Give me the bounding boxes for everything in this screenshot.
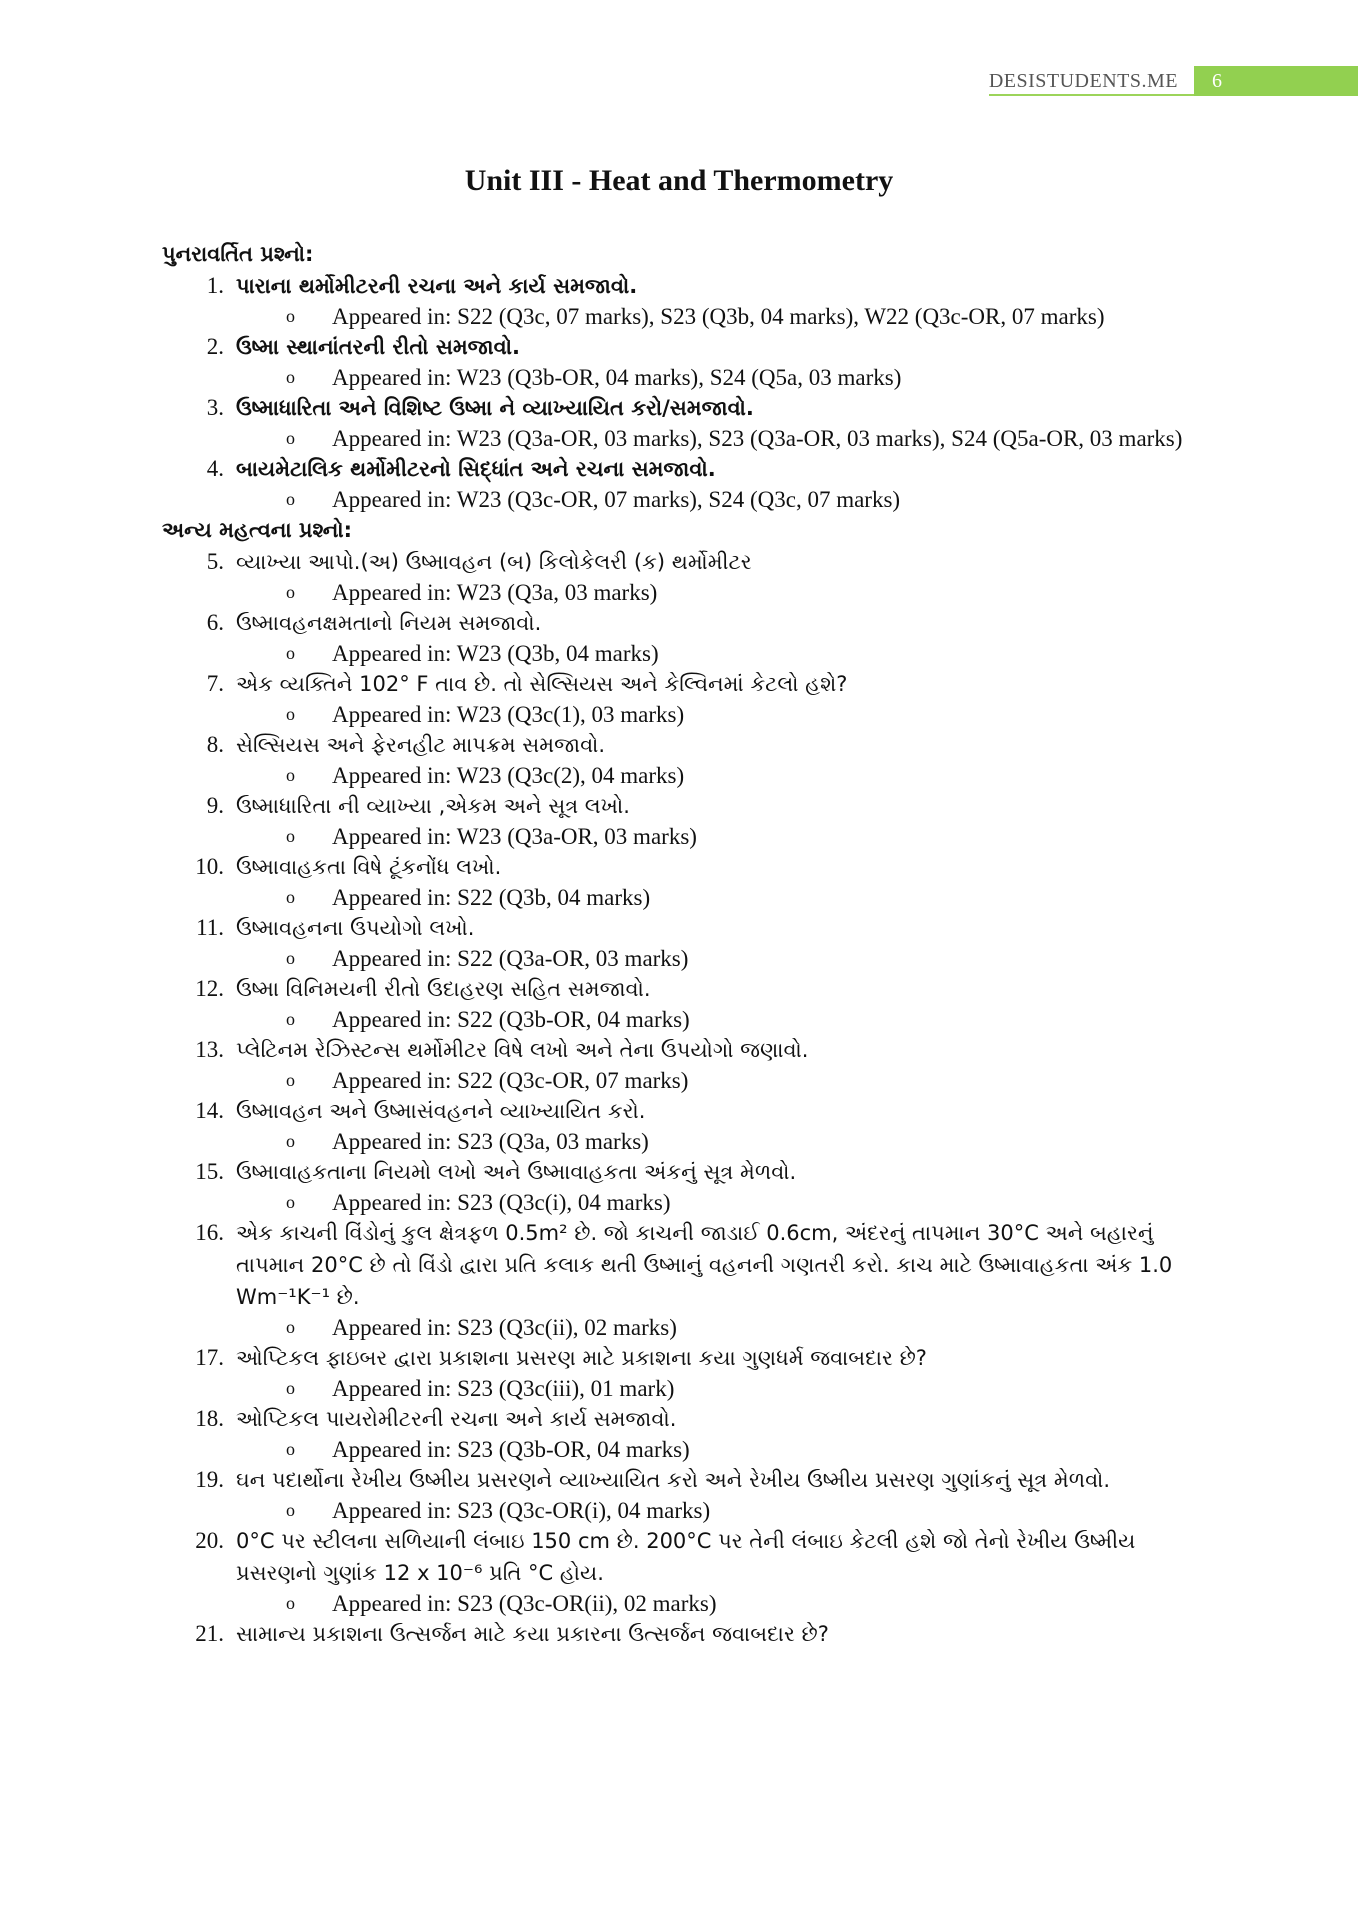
bullet-icon: o [286,428,295,448]
appeared-in-note [282,1188,1202,1217]
bullet-icon: o [286,1192,295,1212]
bullet-icon: o [286,1131,295,1151]
other-questions-heading: અન્ય મહત્વના પ્રશ્નો: [162,518,353,542]
bullet-icon: o [286,1593,295,1613]
question-text: ઉષ્માવાહકતાના નિયમો લખો અને ઉષ્માવાહકતા અંકનું સૂત્ર મેળવો. [236,1160,797,1184]
appeared-in-note [282,1435,1202,1464]
appeared-in-note [282,578,1202,607]
bullet-icon: o [286,643,295,663]
appeared-in-note [282,639,1202,668]
question-item [162,1403,1202,1435]
appeared-in-text: Appeared in: S23 (Q3c-OR(ii), 02 marks) [332,1591,717,1616]
question-item [162,546,1202,578]
appeared-in-note [282,1313,1202,1342]
appeared-in-text: Appeared in: S22 (Q3a-OR, 03 marks) [332,946,689,971]
question-number: 20. [195,1528,224,1553]
question-number: 18. [195,1406,224,1431]
appeared-in-note [282,883,1202,912]
question-text: ઉષ્માવહન અને ઉષ્માસંવહનને વ્યાખ્યાયિત કરો. [236,1099,646,1123]
question-number: 3. [206,395,224,420]
appeared-in-text: Appeared in: S22 (Q3c, 07 marks), S23 (Q3b, 04 marks), W22 (Q3c-OR, 07 marks) [332,304,1105,329]
question-item [162,1217,1202,1313]
other-questions [162,546,1202,1650]
appeared-in-text: Appeared in: S23 (Q3c(i), 04 marks) [332,1190,671,1215]
question-item [162,270,1202,302]
question-text: ઉષ્મા વિનિમયની રીતો ઉદાહરણ સહિત સમજાવો. [236,977,651,1001]
question-item [162,1095,1202,1127]
question-number: 1. [206,273,224,298]
bullet-icon: o [286,826,295,846]
question-number: 19. [195,1467,224,1492]
question-item [162,729,1202,761]
question-text: ઉષ્મા સ્થાનાંતરની રીતો સમજાવો. [236,335,520,359]
question-item [162,1342,1202,1374]
question-number: 13. [195,1037,224,1062]
question-number: 15. [195,1159,224,1184]
question-item [162,1525,1202,1589]
question-text: ઉષ્માધારિતા અને વિશિષ્ટ ઉષ્મા ને વ્યાખ્યાયિત કરો/સમજાવો. [236,396,754,420]
appeared-in-text: Appeared in: S23 (Q3c(iii), 01 mark) [332,1376,675,1401]
question-item [162,790,1202,822]
repeated-questions-heading: પુનરાવર્તિત પ્રશ્નો: [162,242,314,266]
appeared-in-note [282,1374,1202,1403]
question-number: 2. [206,334,224,359]
question-item [162,392,1202,424]
appeared-in-text: Appeared in: S22 (Q3c-OR, 07 marks) [332,1068,689,1093]
appeared-in-text: Appeared in: W23 (Q3b, 04 marks) [332,641,659,666]
question-number: 5. [206,549,224,574]
bullet-icon: o [286,704,295,724]
question-text: પ્લેટિનમ રેઝિસ્ટન્સ થર્મોમીટર વિષે લખો અને તેના ઉપયોગો જણાવો. [236,1038,809,1062]
question-text: સેલ્સિયસ અને ફેરનહીટ માપક્રમ સમજાવો. [236,733,606,757]
question-item [162,1464,1202,1496]
appeared-in-note [282,1127,1202,1156]
question-number: 21. [195,1621,224,1646]
question-item [162,607,1202,639]
question-text: પારાના થર્મોમીટરની રચના અને કાર્ય સમજાવો. [236,274,638,298]
bullet-icon: o [286,582,295,602]
appeared-in-note [282,1066,1202,1095]
bullet-icon: o [286,887,295,907]
appeared-in-text: Appeared in: S22 (Q3b-OR, 04 marks) [332,1007,690,1032]
question-number: 6. [206,610,224,635]
question-text: ઉષ્માધારિતા ની વ્યાખ્યા ,એકમ અને સૂત્ર લખો. [236,794,630,818]
question-text: એક કાચની વિંડોનું કુલ ક્ષેત્રફળ 0.5m² છે. જો કાચની જાડાઈ 0.6cm, અંદરનું તાપમાન 30°C અને બહારનું તાપમાન 20°C છે તો વિંડો દ્વારા પ્રતિ કલાક થતી ઉષ્માનું વહનની ગણતરી કરો. કાચ માટે ઉષ્માવાહકતા અંક 1.0 Wm⁻¹K⁻¹ છે. [236,1221,1173,1309]
appeared-in-text: Appeared in: W23 (Q3c-OR, 07 marks), S24 (Q3c, 07 marks) [332,487,901,512]
bullet-icon: o [286,367,295,387]
appeared-in-note [282,1496,1202,1525]
question-item [162,1034,1202,1066]
appeared-in-text: Appeared in: W23 (Q3b-OR, 04 marks), S24 (Q5a, 03 marks) [332,365,902,390]
question-number: 14. [195,1098,224,1123]
bullet-icon: o [286,948,295,968]
question-number: 4. [206,456,224,481]
appeared-in-note [282,363,1202,392]
question-text: સામાન્ય પ્રકાશના ઉત્સર્જન માટે કયા પ્રકારના ઉત્સર્જન જવાબદાર છે? [236,1622,829,1646]
question-number: 11. [196,915,224,940]
appeared-in-text: Appeared in: W23 (Q3c(1), 03 marks) [332,702,685,727]
question-text: બાયમેટાલિક થર્મોમીટરનો સિદ્ધાંત અને રચના સમજાવો. [236,457,716,481]
question-text: ઓપ્ટિકલ પાયરોમીટરની રચના અને કાર્ય સમજાવો. [236,1407,677,1431]
appeared-in-text: Appeared in: W23 (Q3a, 03 marks) [332,580,658,605]
page-header [989,66,1358,96]
page-title: Unit III - Heat and Thermometry [464,164,894,197]
appeared-in-text: Appeared in: W23 (Q3a-OR, 03 marks), S23 (Q3a-OR, 03 marks), S24 (Q5a-OR, 03 marks) [332,426,1183,451]
question-number: 7. [206,671,224,696]
question-number: 9. [206,793,224,818]
appeared-in-text: Appeared in: S23 (Q3b-OR, 04 marks) [332,1437,690,1462]
appeared-in-note [282,944,1202,973]
site-name: DESISTUDENTS.ME [989,66,1194,96]
question-item [162,668,1202,700]
appeared-in-text: Appeared in: S23 (Q3c(ii), 02 marks) [332,1315,677,1340]
question-list [162,238,1202,1650]
question-number: 12. [195,976,224,1001]
appeared-in-text: Appeared in: S22 (Q3b, 04 marks) [332,885,651,910]
question-text: ઘન પદાર્થોના રેખીય ઉષ્મીય પ્રસરણને વ્યાખ્યાયિત કરો અને રેખીય ઉષ્મીય પ્રસરણ ગુણાંકનું સૂત્ર મેળવો. [236,1468,1111,1492]
question-text: એક વ્યક્તિને 102° F તાવ છે. તો સેલ્સિયસ અને કેલ્વિનમાં કેટલો હશે? [236,672,848,696]
appeared-in-text: Appeared in: W23 (Q3c(2), 04 marks) [332,763,685,788]
appeared-in-note [282,822,1202,851]
bullet-icon: o [286,1439,295,1459]
appeared-in-note [282,485,1202,514]
question-item [162,1618,1202,1650]
question-text: વ્યાખ્યા આપો.(અ) ઉષ્માવહન (બ) કિલોકેલરી (ક) થર્મોમીટર [236,550,752,574]
bullet-icon: o [286,765,295,785]
question-text: ઉષ્માવાહકતા વિષે ટૂંકનોંધ લખો. [236,855,502,879]
appeared-in-note [282,302,1202,331]
question-item [162,331,1202,363]
question-number: 16. [195,1220,224,1245]
appeared-in-note [282,700,1202,729]
bullet-icon: o [286,1500,295,1520]
question-number: 10. [195,854,224,879]
appeared-in-note [282,424,1202,453]
bullet-icon: o [286,1009,295,1029]
question-text: ઓપ્ટિકલ ફાઇબર દ્વારા પ્રકાશના પ્રસરણ માટે પ્રકાશના કયા ગુણધર્મ જવાબદાર છે? [236,1346,927,1370]
repeated-questions [162,270,1202,514]
bullet-icon: o [286,1317,295,1337]
appeared-in-note [282,761,1202,790]
bullet-icon: o [286,306,295,326]
question-item [162,973,1202,1005]
question-number: 8. [206,732,224,757]
question-item [162,912,1202,944]
question-text: ઉષ્માવહનક્ષમતાનો નિયમ સમજાવો. [236,611,542,635]
appeared-in-note [282,1589,1202,1618]
question-item [162,851,1202,883]
bullet-icon: o [286,489,295,509]
question-text: ઉષ્માવહનના ઉપયોગો લખો. [236,916,475,940]
page-number: 6 [1194,66,1358,96]
question-number: 17. [195,1345,224,1370]
question-item [162,1156,1202,1188]
appeared-in-text: Appeared in: W23 (Q3a-OR, 03 marks) [332,824,697,849]
bullet-icon: o [286,1070,295,1090]
bullet-icon: o [286,1378,295,1398]
appeared-in-text: Appeared in: S23 (Q3a, 03 marks) [332,1129,649,1154]
appeared-in-text: Appeared in: S23 (Q3c-OR(i), 04 marks) [332,1498,711,1523]
appeared-in-note [282,1005,1202,1034]
question-item [162,453,1202,485]
question-text: 0°C પર સ્ટીલના સળિયાની લંબાઇ 150 cm છે. 200°C પર તેની લંબાઇ કેટલી હશે જો તેનો રેખીય ઉષ્મીય પ્રસરણનો ગુણાંક 12 x 10⁻⁶ પ્રતિ °C હોય. [236,1529,1136,1585]
